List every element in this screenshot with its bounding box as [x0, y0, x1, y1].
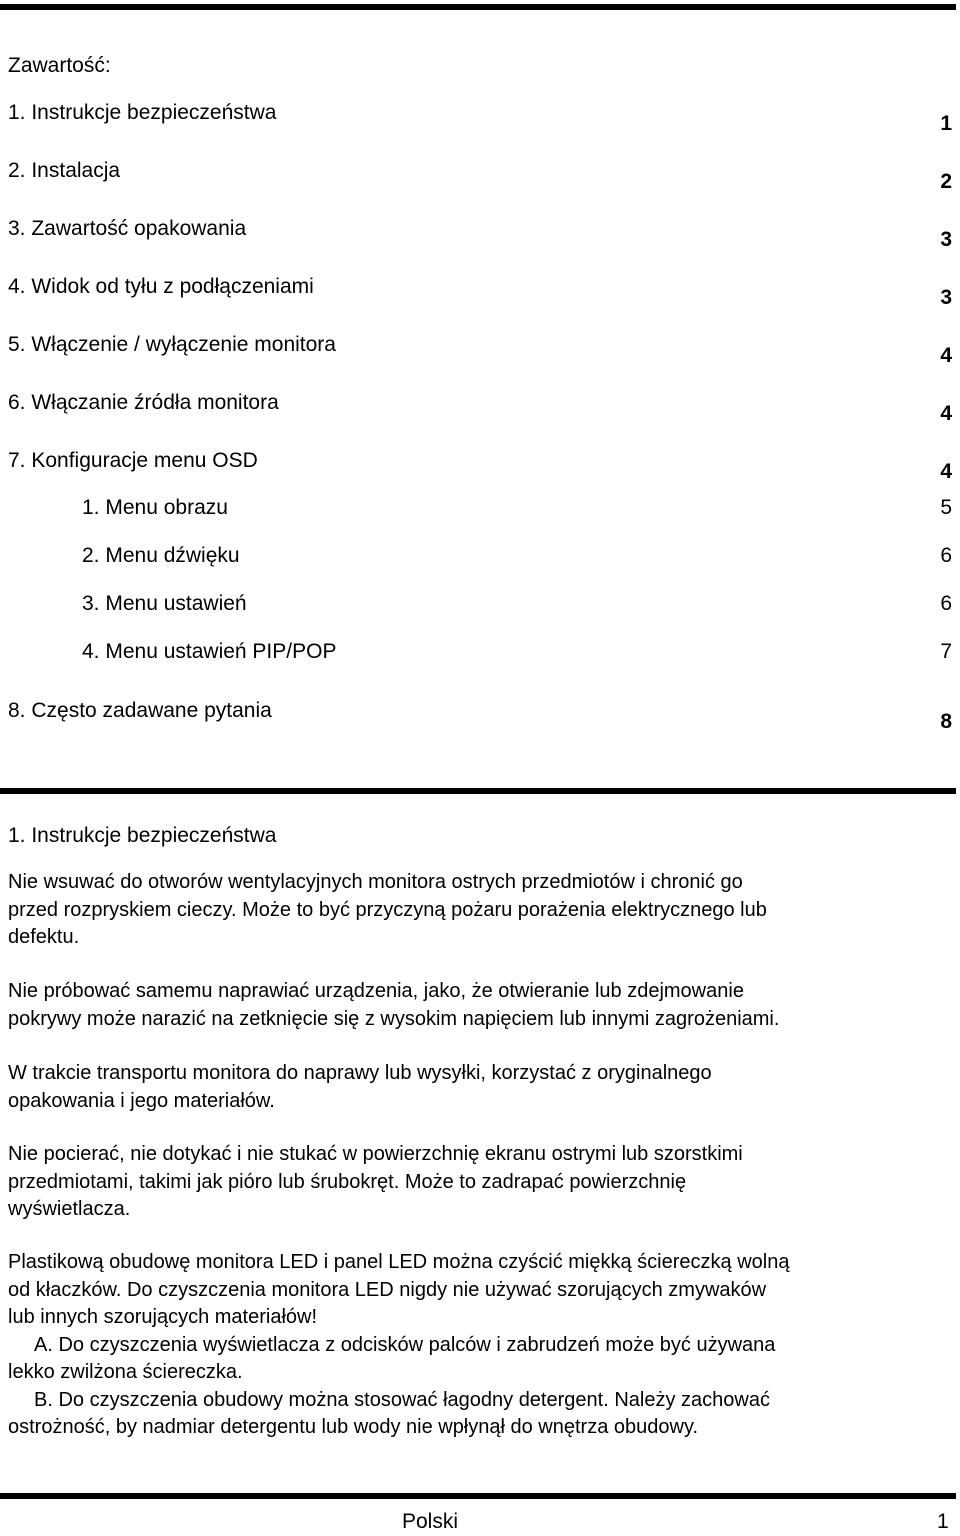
cleaning-tip-b: B. Do czyszczenia obudowy można stosować łagodny detergent. Należy zachować — [34, 1388, 770, 1411]
footer-page-number: 1 — [937, 1510, 949, 1533]
toc-subpage-3[interactable]: 6 — [940, 592, 952, 615]
toc-page-2[interactable]: 2 — [940, 170, 952, 193]
toc-entry-2[interactable]: 2. Instalacja — [8, 159, 121, 182]
paragraph-line: W trakcie transportu monitora do naprawy lub wysyłki, korzystać z oryginalnego — [8, 1062, 712, 1084]
toc-subpage-2[interactable]: 6 — [940, 544, 952, 567]
paragraph-line: opakowania i jego materiałów. — [8, 1089, 275, 1112]
paragraph-line: Plastikową obudowę monitora LED i panel LED można czyścić miękką ściereczką wolną — [8, 1251, 790, 1273]
toc-page-1[interactable]: 1 — [940, 112, 952, 135]
section-heading: 1. Instrukcje bezpieczeństwa — [8, 824, 277, 847]
paragraph-line: wyświetlacza. — [8, 1198, 131, 1220]
toc-entry-5[interactable]: 5. Włączenie / wyłączenie monitora — [8, 333, 336, 356]
paragraph-line: przed rozpryskiem cieczy. Może to być przyczyną pożaru porażenia elektrycznego lub — [8, 898, 767, 921]
paragraph-line: Nie próbować samemu naprawiać urządzenia, jako, że otwieranie lub zdejmowanie — [8, 980, 744, 1002]
paragraph-line: lub innych szorujących materiałów! — [8, 1306, 318, 1328]
footer-language: Polski — [402, 1510, 459, 1533]
toc-page-5[interactable]: 4 — [940, 344, 952, 367]
toc-subpage-4[interactable]: 7 — [940, 640, 952, 663]
toc-title: Zawartość: — [8, 54, 111, 77]
toc-subentry-4[interactable]: 4. Menu ustawień PIP/POP — [82, 640, 337, 663]
top-rule — [0, 4, 956, 10]
toc-subentry-3[interactable]: 3. Menu ustawień — [82, 592, 247, 615]
toc-entry-4[interactable]: 4. Widok od tyłu z podłączeniami — [8, 275, 314, 298]
paragraph-line: od kłaczków. Do czyszczenia monitora LED nigdy nie używać szorujących zmywaków — [8, 1278, 767, 1301]
cleaning-tip-a: A. Do czyszczenia wyświetlacza z odcisków palców i zabrudzeń może być używana — [34, 1333, 776, 1356]
toc-subentry-2[interactable]: 2. Menu dźwięku — [82, 544, 240, 567]
paragraph-line: pokrywy może narazić na zetknięcie się z wysokim napięciem lub innymi zagrożeniami. — [8, 1007, 780, 1030]
toc-entry-3[interactable]: 3. Zawartość opakowania — [8, 217, 247, 240]
safety-paragraph-4 — [8, 1141, 948, 1224]
toc-entry-1[interactable]: 1. Instrukcje bezpieczeństwa — [8, 101, 277, 124]
toc-page-6[interactable]: 4 — [940, 402, 952, 425]
safety-paragraph-1 — [8, 869, 948, 952]
safety-paragraph-5 — [8, 1249, 948, 1442]
paragraph-line: Nie wsuwać do otworów wentylacyjnych monitora ostrych przedmiotów i chronić go — [8, 871, 743, 893]
toc-subpage-1[interactable]: 5 — [940, 496, 952, 519]
paragraph-line: lekko zwilżona ściereczka. — [8, 1361, 243, 1383]
toc-page-3[interactable]: 3 — [940, 228, 952, 251]
toc-page-7[interactable]: 4 — [940, 460, 952, 483]
safety-paragraph-3 — [8, 1060, 948, 1115]
toc-entry-8[interactable]: 8. Często zadawane pytania — [8, 699, 272, 722]
section-divider — [0, 788, 956, 794]
paragraph-line: przedmiotami, takimi jak pióro lub śrubokręt. Może to zadrapać powierzchnię — [8, 1170, 687, 1193]
paragraph-line: Nie pocierać, nie dotykać i nie stukać w powierzchnię ekranu ostrymi lub szorstkimi — [8, 1143, 743, 1165]
paragraph-line: defektu. — [8, 926, 80, 948]
paragraph-line: ostrożność, by nadmiar detergentu lub wody nie wpłynął do wnętrza obudowy. — [8, 1416, 699, 1438]
toc-subentry-1[interactable]: 1. Menu obrazu — [82, 496, 228, 519]
footer-rule — [0, 1493, 956, 1499]
toc-entry-7[interactable]: 7. Konfiguracje menu OSD — [8, 449, 258, 472]
toc-entry-6[interactable]: 6. Włączanie źródła monitora — [8, 391, 279, 414]
toc-page-8[interactable]: 8 — [940, 710, 952, 733]
safety-paragraph-2 — [8, 978, 948, 1033]
toc-page-4[interactable]: 3 — [940, 286, 952, 309]
